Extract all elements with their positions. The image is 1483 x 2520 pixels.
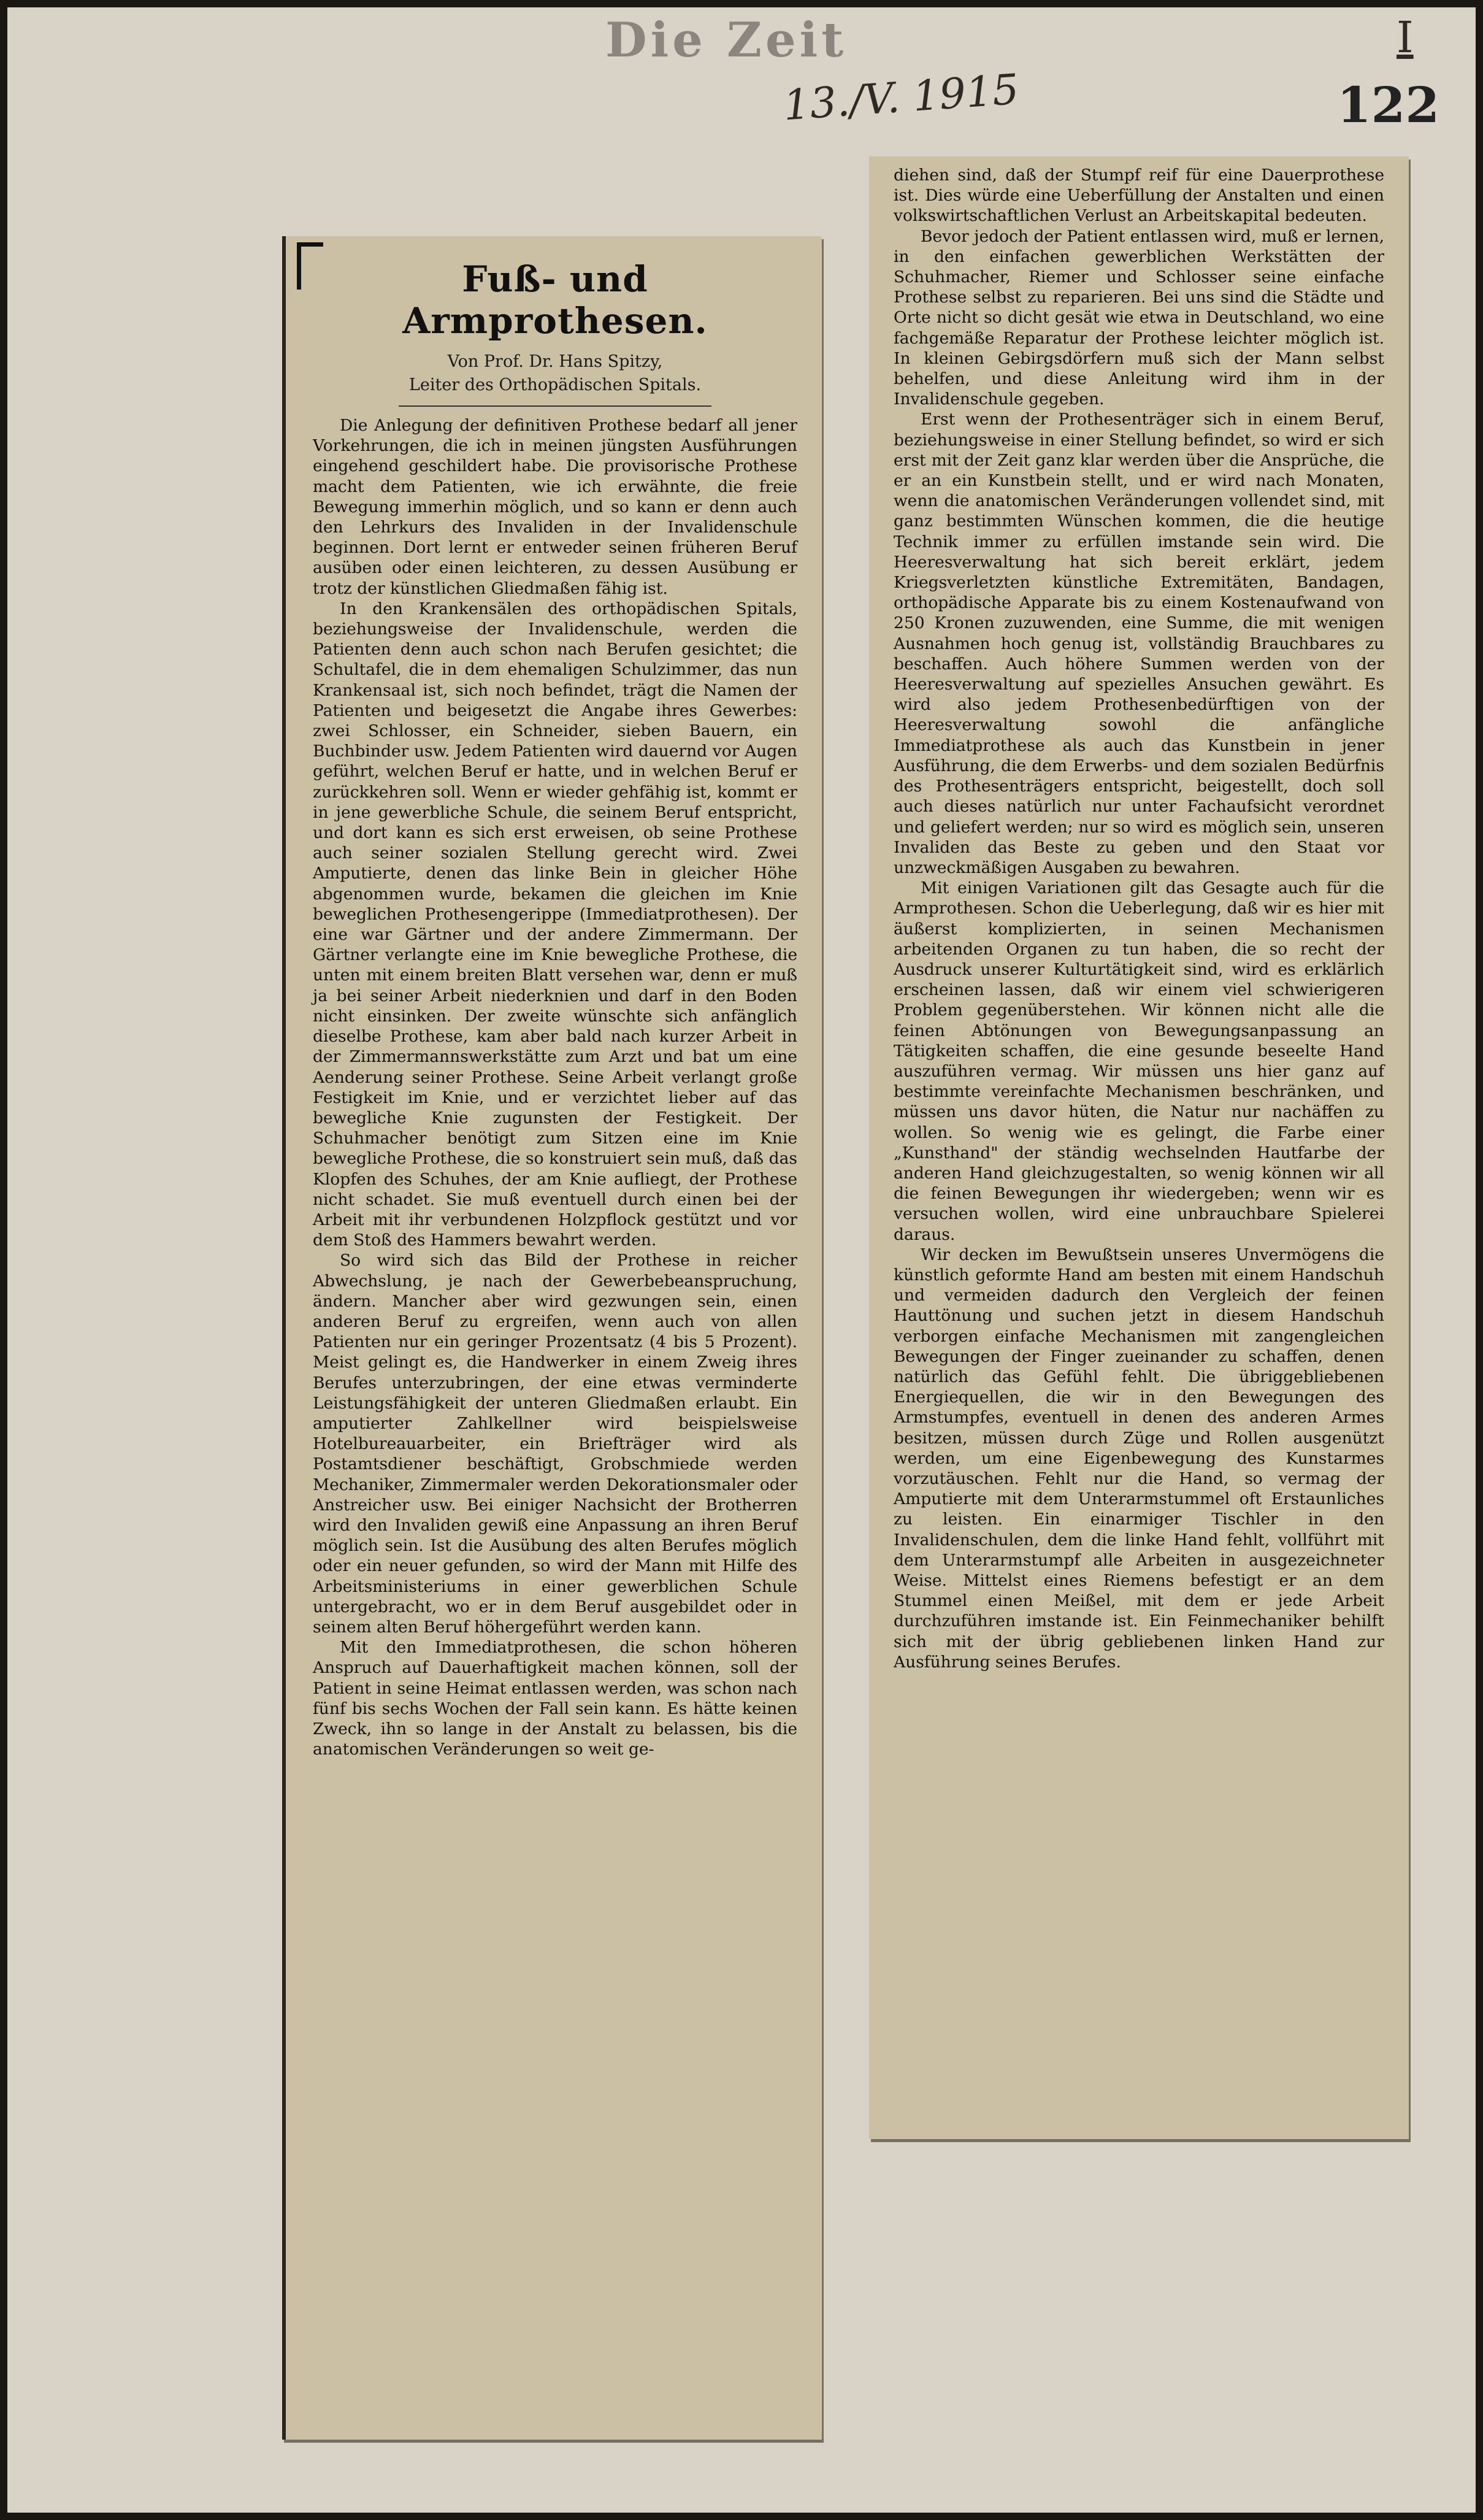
- publication-stamp: Die Zeit: [605, 12, 848, 68]
- paragraph: Wir decken im Bewußtsein unseres Unvermögens die künstlich geformte Hand am besten mit einem Handschuh und vermeiden dadurch den Vergleich der feinen Hauttönung und suchen jetzt in diesem Handschuh verborgen einfache Mechanismen mit zangengleichen Bewegungen der Finger zueinander zu schaffen, denen natürlich das Gefühl fehlt. Die übriggebliebenen Energiequellen, die wir in den Bewegungen des Armstumpfes, eventuell in denen des anderen Armes besitzen, müssen durch Züge und Rollen ausgenützt werden, um eine Eigenbewegung des Kunstarmes vorzutäuschen. Fehlt nur die Hand, so vermag der Amputierte mit dem Unterarmstummel oft Erstaunliches zu leisten. Ein einarmiger Tischler in den Invalidenschulen, dem die linke Hand fehlt, vollführt mit dem Unterarmstumpf alle Arbeiten in ausgezeichneter Weise. Mittelst eines Riemens befestigt er an dem Stummel einen Meißel, mit dem er jede Arbeit durchzuführen imstande ist. Ein Feinmechaniker behilft sich mit der übrig gebliebenen linken Hand zur Ausführung seines Berufes.: [894, 1245, 1384, 1672]
- paragraph: Bevor jedoch der Patient entlassen wird, muß er lernen, in den einfachen gewerblichen Werkstätten der Schuhmacher, Riemer und Schlosser seine einfache Prothese selbst zu reparieren. Bei uns sind die Städte und Orte nicht so dicht gesät wie etwa in Deutschland, wo eine fachgemäße Reparatur der Prothese leichter möglich ist. In kleinen Gebirgsdörfern muß sich der Mann selbst behelfen, und diese Anleitung wird ihm in der Invalidenschule gegeben.: [894, 226, 1384, 409]
- clipping-left-column: [282, 236, 822, 2440]
- article-title: Fuß- und Armprothesen.: [402, 258, 708, 342]
- paragraph: Mit den Immediatprothesen, die schon höheren Anspruch auf Dauerhaftigkeit machen können, soll der Patient in seine Heimat entlassen werden, was schon nach fünf bis sechs Wochen der Fall sein kann. Es hätte keinen Zweck, ihn so lange in der Anstalt zu belassen, bis die anatomischen Veränderungen so weit ge-: [313, 1638, 797, 1759]
- corner-bracket-icon: [297, 242, 323, 290]
- paragraph: Die Anlegung der definitiven Prothese bedarf all jener Vorkehrungen, die ich in meinen jüngsten Ausführungen eingehend geschildert habe. Die provisorische Prothese macht dem Patienten, wie ich erwähnte, die freie Bewegung immerhin möglich, und so kann er denn auch den Lehrkurs des Invaliden in der Invalidenschule beginnen. Dort lernt er entweder seinen früheren Beruf ausüben oder einen leichteren, zu dessen Ausübung er trotz der künstlichen Gliedmaßen fähig ist.: [313, 416, 797, 598]
- paragraph: So wird sich das Bild der Prothese in reicher Abwechslung, je nach der Gewerbebeanspruchung, ändern. Mancher aber wird gezwungen sein, einen anderen Beruf zu ergreifen, wenn auch von allen Patienten nur ein geringer Prozentsatz (4 bis 5 Prozent). Meist gelingt es, die Handwerker in einem Zweig ihres Berufes unterzubringen, der eine etwas verminderte Leistungsfähigkeit der unteren Gliedmaßen erlaubt. Ein amputierter Zahlkellner wird beispielsweise Hotelbureauarbeiter, ein Briefträger wird als Postamtsdiener beschäftigt, Grobschmiede werden Mechaniker, Zimmermaler werden Dekorationsmaler oder Anstreicher usw. Bei einiger Nachsicht der Brotherren wird den Invaliden gewiß eine Anpassung an ihren Beruf möglich sein. Ist die Ausübung des alten Berufes möglich oder ein neuer gefunden, so wird der Mann mit Hilfe des Arbeitsministeriums in einer gewerblichen Schule untergebracht, wo er in dem Beruf ausgebildet oder in seinem alten Beruf höhergeführt werden kann.: [313, 1251, 797, 1637]
- clipping-right-column: [869, 156, 1409, 2139]
- paragraph: In den Krankensälen des orthopädischen Spitals, beziehungsweise der Invalidenschule, werden die Patienten denn auch schon nach Berufen gesichtet; die Schultafel, die in dem ehemaligen Schulzimmer, das nun Krankensaal ist, sich noch befindet, trägt die Namen der Patienten und beigesetzt die Angabe ihres Gewerbes: zwei Schlosser, ein Schneider, sieben Bauern, ein Buchbinder usw. Jedem Patienten wird dauernd vor Augen geführt, welchen Beruf er hatte, und in welchen Beruf er zurückkehren soll. Wenn er wieder gehfähig ist, kommt er in jene gewerbliche Schule, die seinem Beruf entspricht, und dort kann es sich erst erweisen, ob seine Prothese auch seiner sozialen Stellung gerecht wird. Zwei Amputierte, denen das linke Bein in gleicher Höhe abgenommen wurde, bekamen die gleichen im Knie beweglichen Prothesengerippe (Immediatprothesen). Der eine war Gärtner und der andere Zimmermann. Der Gärtner verlangte eine im Knie bewegliche Prothese, die unten mit einem breiten Blatt versehen war, denn er muß ja bei seiner Arbeit niederknien und darf in den Boden nicht einsinken. Der zweite wünschte sich anfänglich dieselbe Prothese, kam aber bald nach kurzer Arbeit in der Zimmermannswerkstätte zum Arzt und bat um eine Aenderung seiner Prothese. Seine Arbeit verlangt große Festigkeit im Knie, und er verzichtet lieber auf das bewegliche Knie zugunsten der Festigkeit. Der Schuhmacher benötigt zum Sitzen eine im Knie bewegliche Prothese, die so konstruiert sein muß, daß das Klopfen des Schuhes, der am Knie aufliegt, der Prothese nicht schadet. Sie muß eventuell durch einen bei der Arbeit mit ihr verbundenen Holzpflock gestützt und vor dem Stoß des Hammers bewahrt werden.: [313, 599, 797, 1250]
- paragraph: Erst wenn der Prothesenträger sich in einem Beruf, beziehungsweise in einer Stellung befindet, so wird er sich erst mit der Zeit ganz klar werden über die Ansprüche, die er an ein Kunstbein stellt, und er wird nach Monaten, wenn die anatomischen Veränderungen vollendet sind, mit ganz bestimmten Wünschen kommen, die die heutige Technik immer zu erfüllen imstande sein wird. Die Heeresverwaltung hat sich bereit erklärt, jedem Kriegsverletzten künstliche Extremitäten, Bandagen, orthopädische Apparate bis zu einem Kostenaufwand von 250 Kronen zuzuwenden, eine Summe, die mit wenigen Ausnahmen hoch genug ist, vollständig Brauchbares zu beschaffen. Auch höhere Summen werden von der Heeresverwaltung auf spezielles Ansuchen gewährt. Es wird also jedem Prothesenbedürftigen von der Heeresverwaltung sowohl die anfängliche Immediatprothese als auch das Kunstbein in jener Ausführung, die dem Erwerbs- und dem sozialen Bedürfnis des Prothesenträgers entspricht, beigestellt, doch soll auch dieses natürlich nur unter Fachaufsicht verordnet und geliefert werden; nur so wird es möglich sein, unseren Invaliden das Beste zu geben und den Staat vor unzweckmäßigen Ausgaben zu bewahren.: [894, 410, 1384, 877]
- archive-sheet: [7, 7, 1476, 2513]
- paragraph: diehen sind, daß der Stumpf reif für eine Dauerprothese ist. Dies würde eine Ueberfüllung der Anstalten und einen volkswirtschaftlichen Verlust an Arbeitskapital bedeuten.: [894, 166, 1384, 226]
- paragraph: Mit einigen Variationen gilt das Gesagte auch für die Armprothesen. Schon die Ueberlegung, daß wir es hier mit äußerst komplizierten, in seinen Mechanismen arbeitenden Organen zu tun haben, die so recht der Ausdruck unserer Kulturtätigkeit sind, wird es erklärlich erscheinen lassen, daß wir einem viel schwierigeren Problem gegenüberstehen. Wir können nicht alle die feinen Abtönungen von Bewegungsanpassung an Tätigkeiten schaffen, die eine gesunde beseelte Hand auszuführen vermag. Wir müssen uns hier ganz auf bestimmte vereinfachte Mechanismen beschränken, und müssen uns davor hüten, die Natur nur nachäffen zu wollen. So wenig wie es gelingt, die Farbe einer „Kunsthand" der ständig wechselnden Hautfarbe der anderen Hand gleichzugestalten, so wenig können wir all die feinen Bewegungen ihr wiedergeben; wenn wir es versuchen wollen, wird eine unbrauchbare Spielerei daraus.: [894, 878, 1384, 1244]
- article-byline-role: Leiter des Orthopädischen Spitals.: [408, 375, 702, 394]
- page-number: 122: [1337, 76, 1439, 134]
- handwritten-roman-numeral: I: [1397, 12, 1414, 63]
- divider: [399, 405, 711, 407]
- handwritten-date: 13./V. 1915: [781, 65, 1021, 131]
- article-byline-author: Von Prof. Dr. Hans Spitzy,: [447, 352, 663, 371]
